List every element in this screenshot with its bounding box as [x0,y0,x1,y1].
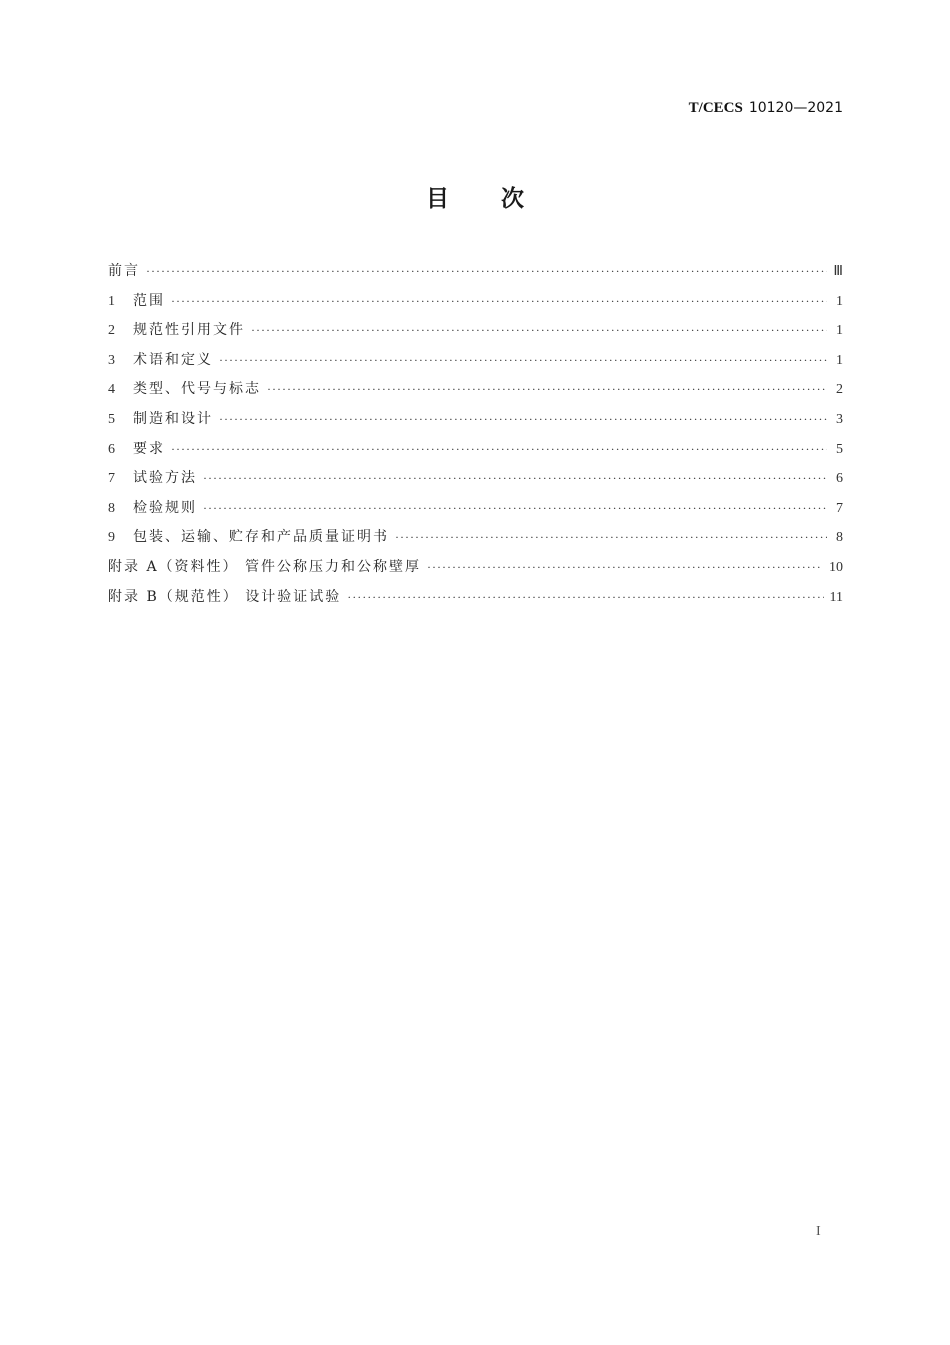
toc-entry-appendix-a[interactable] [108,555,843,585]
toc-leader-dots [251,318,827,342]
toc-number: 6 [108,441,115,457]
toc-label: 要求 [133,440,165,457]
toc-label: 附录 B（规范性） 设计验证试验 [108,588,342,605]
toc-label: 包装、运输、贮存和产品质量证明书 [133,529,389,546]
toc-label: 范围 [133,292,165,309]
standard-number: 10120—2021 [748,100,843,116]
toc-number: 4 [108,382,115,398]
toc-entry-5[interactable] [108,407,843,437]
toc-entry-8[interactable] [108,496,843,526]
standard-prefix: T/CECS [688,100,743,116]
standard-code [689,100,843,117]
toc-number: 8 [108,500,115,516]
toc-label: 前言 [108,263,140,279]
toc-leader-dots [203,466,827,490]
title-char-2: 次 [501,186,524,212]
toc-label: 术语和定义 [133,351,213,368]
toc-leader-dots [171,437,827,461]
toc-leader-dots [347,585,823,609]
toc-number: 1 [108,293,115,309]
toc-leader-dots [395,525,827,549]
toc-number: 9 [108,530,115,546]
toc-number: 2 [108,323,115,339]
toc-page: 10 [829,559,843,575]
toc-page: 11 [829,589,843,605]
toc-entry-7[interactable] [108,466,843,496]
toc-number: 7 [108,471,115,487]
toc-page: 8 [836,530,843,546]
toc-page: Ⅲ [833,264,843,279]
toc-label: 附录 A（资料性） 管件公称压力和公称壁厚 [108,558,422,575]
toc-leader-dots [427,555,823,579]
title-char-1: 目 [426,186,449,212]
toc-entry-6[interactable] [108,437,843,467]
toc-leader-dots [219,348,827,372]
toc-leader-dots [267,377,827,401]
toc-page: 1 [836,323,843,339]
toc-entry-3[interactable] [108,348,843,378]
toc-number: 5 [108,411,115,427]
toc-page: 5 [836,441,843,457]
toc-leader-dots [203,496,827,520]
page-number: I [816,1224,821,1239]
toc-label: 规范性引用文件 [133,322,245,339]
toc-label: 检验规则 [133,499,197,516]
toc-page: 1 [836,293,843,309]
toc-entry-1[interactable] [108,289,843,319]
toc-label: 试验方法 [133,470,197,487]
toc-page: 2 [836,382,843,398]
toc-number: 3 [108,352,115,368]
toc-label: 类型、代号与标志 [133,381,261,398]
toc-entry-4[interactable] [108,377,843,407]
toc-page: 1 [836,352,843,368]
toc-entry-appendix-b[interactable] [108,585,843,615]
toc-leader-dots [146,259,827,283]
toc-entry-9[interactable] [108,525,843,555]
toc-page: 6 [836,471,843,487]
toc-leader-dots [171,289,827,313]
table-of-contents [108,259,843,614]
toc-entry-foreword[interactable] [108,259,843,289]
toc-leader-dots [219,407,827,431]
toc-page: 7 [836,500,843,516]
toc-entry-2[interactable] [108,318,843,348]
toc-label: 制造和设计 [133,410,213,427]
page-title [0,180,950,213]
toc-page: 3 [836,411,843,427]
